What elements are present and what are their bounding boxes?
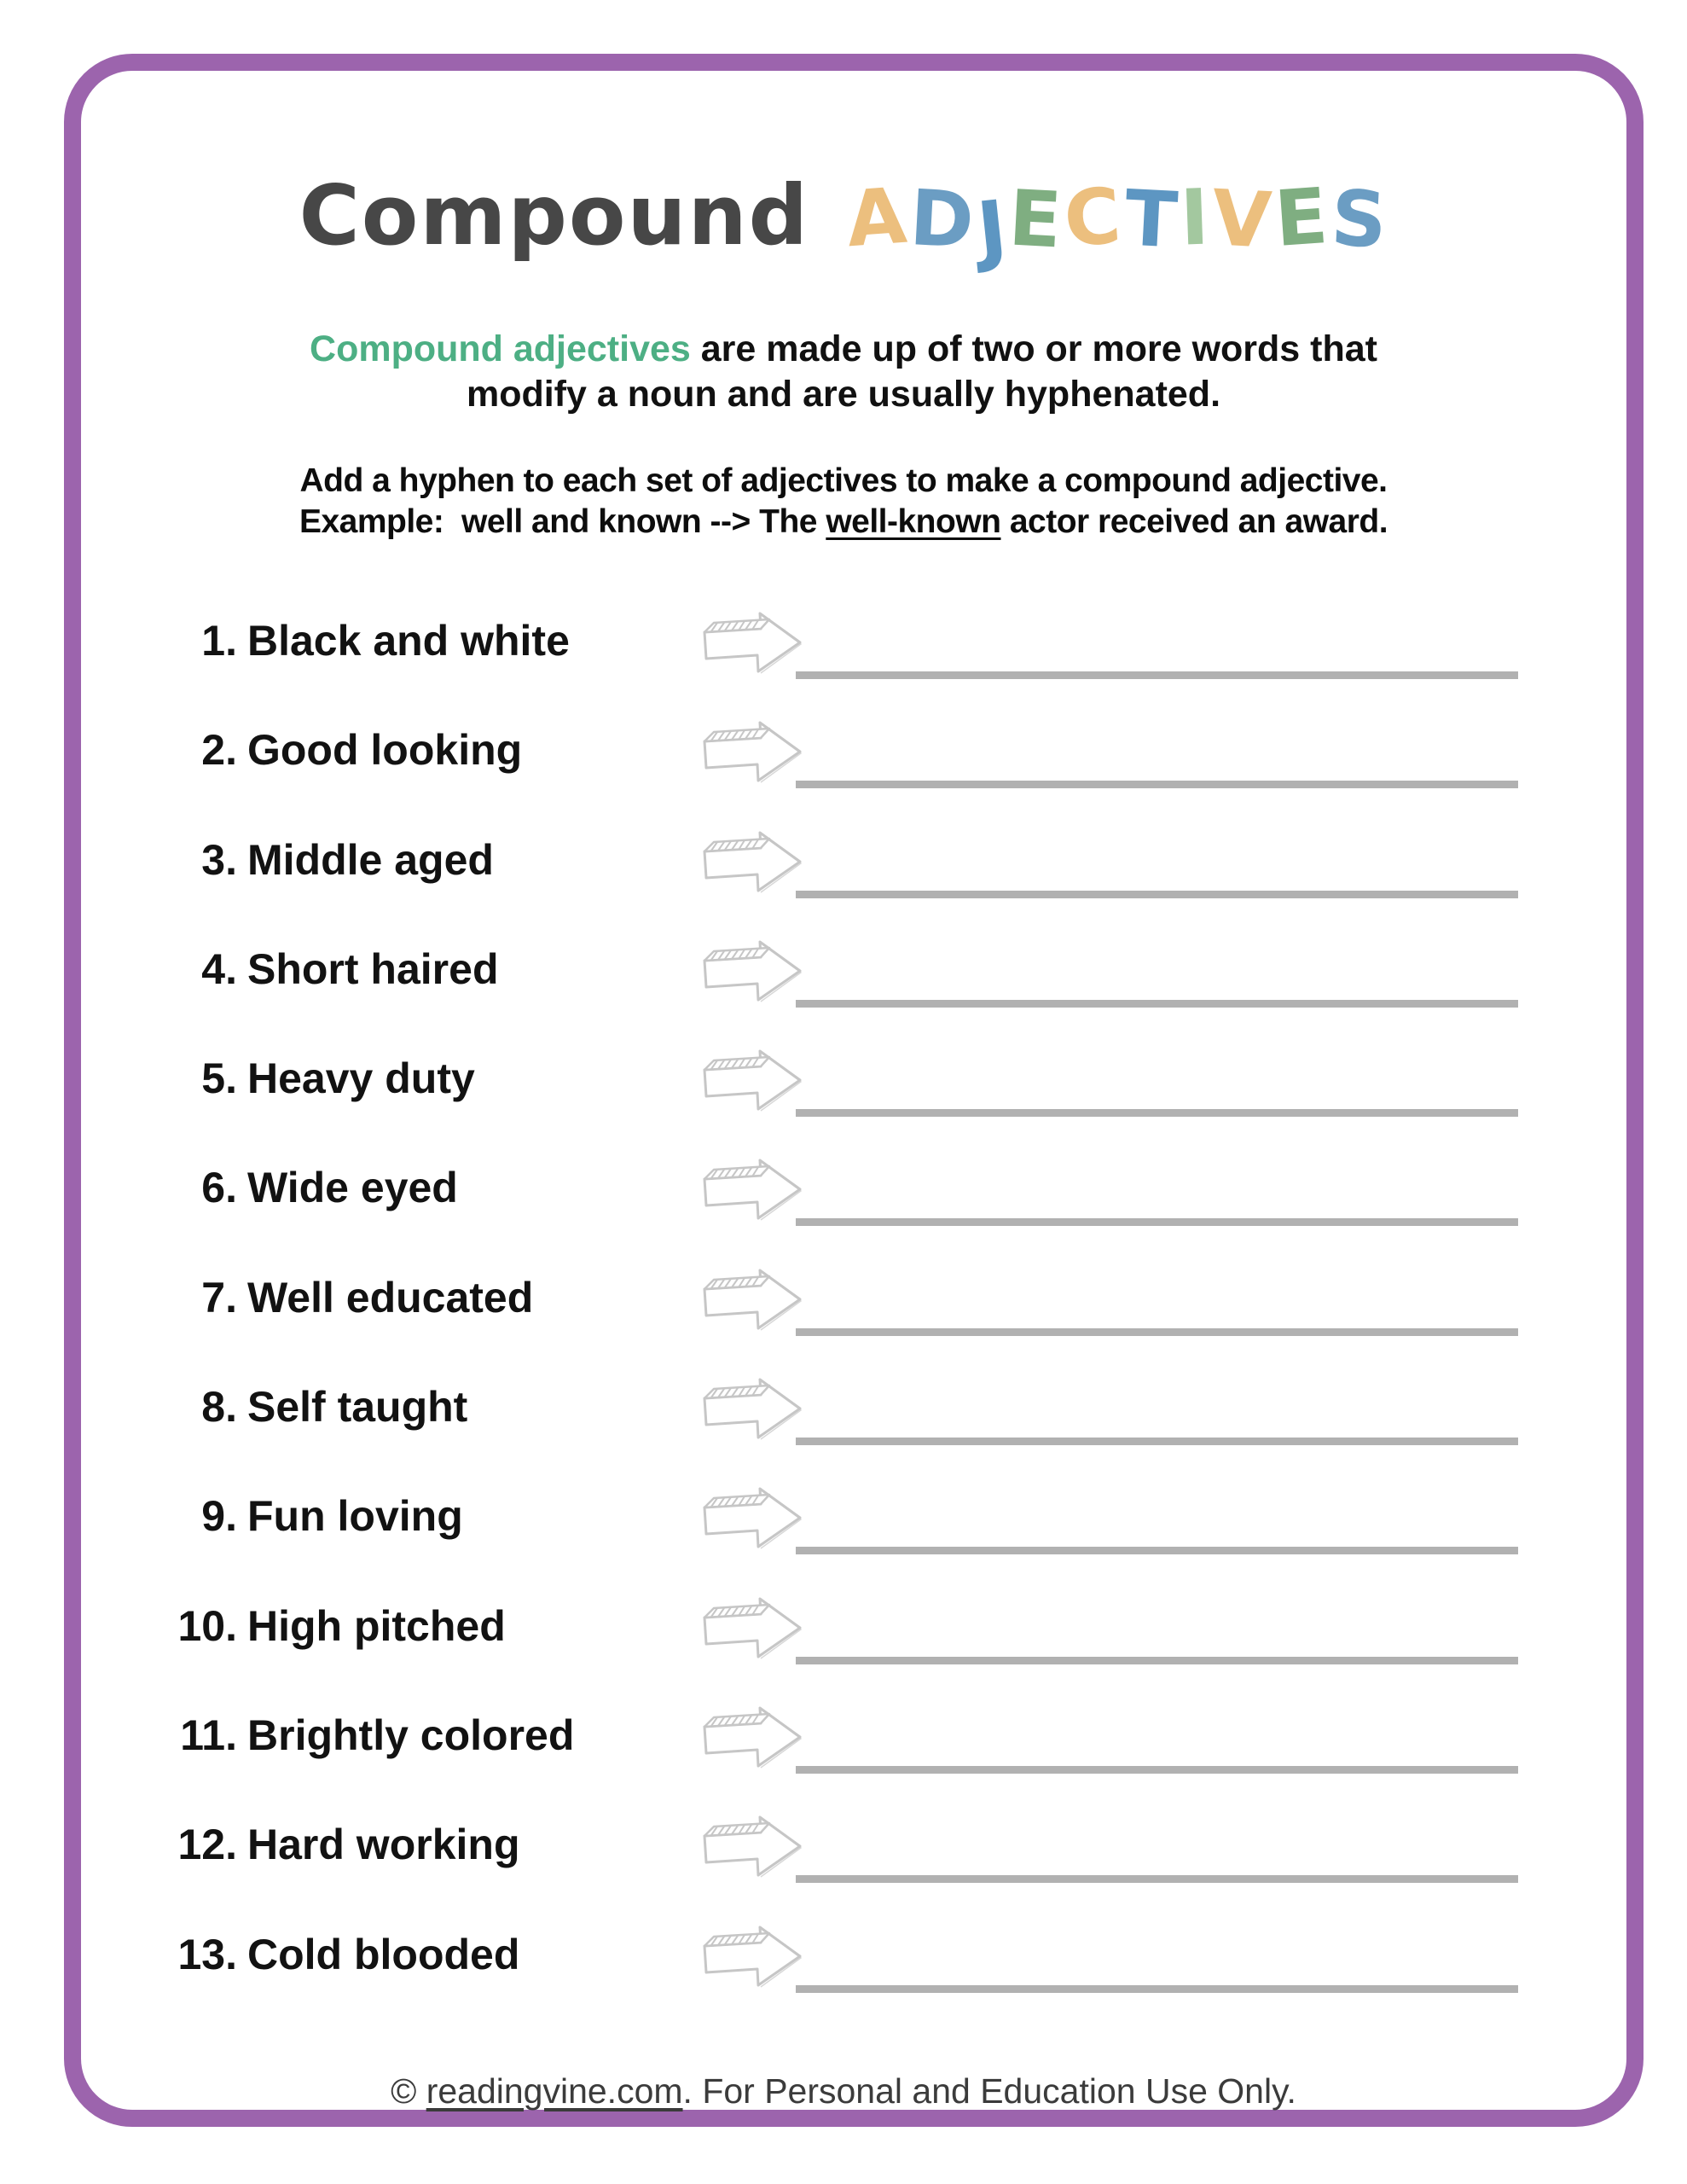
list-item: [0, 1681, 1687, 1790]
item-number: 11.: [180, 1711, 237, 1759]
item-number: 9.: [201, 1492, 237, 1541]
arrow-right-icon: [698, 608, 807, 675]
footer-link[interactable]: readingvine.com: [426, 2071, 683, 2111]
arrow-right-icon: [698, 1374, 807, 1441]
answer-line: [796, 1875, 1518, 1883]
item-label: Self taught: [247, 1383, 468, 1432]
answer-line: [796, 781, 1518, 788]
list-item: [0, 1900, 1687, 2009]
answer-line: [796, 1000, 1518, 1008]
arrow-right-icon: [698, 1703, 807, 1769]
answer-line: [796, 1218, 1518, 1226]
item-number: 7.: [201, 1273, 237, 1321]
item-label: Fun loving: [247, 1492, 463, 1541]
title-letter: A: [844, 171, 910, 265]
instructions: [0, 461, 1687, 543]
arrow-right-icon: [698, 1922, 807, 1989]
list-item: [0, 1133, 1687, 1242]
title-letter: S: [1328, 173, 1389, 266]
item-label: Wide eyed: [247, 1164, 458, 1212]
item-label: Short haired: [247, 944, 499, 993]
intro-line-2: modify a noun and are usually hyphenated.: [466, 374, 1221, 415]
title-letter: E: [1006, 173, 1064, 266]
item-number: 1.: [201, 617, 237, 665]
item-label: Brightly colored: [247, 1711, 575, 1759]
list-item: [0, 1571, 1687, 1681]
example-before: Example: well and known --> The: [299, 503, 826, 540]
item-label: Heavy duty: [247, 1054, 475, 1103]
arrow-right-icon: [698, 1046, 807, 1112]
item-label: Cold blooded: [247, 1930, 520, 1978]
example-after: actor received an award.: [1000, 503, 1388, 540]
intro-line-1-rest: are made up of two or more words that: [690, 328, 1377, 369]
arrow-right-icon: [698, 1484, 807, 1550]
title-letter: E: [1272, 171, 1331, 265]
item-number: 13.: [177, 1930, 237, 1978]
answer-line: [796, 1766, 1518, 1774]
item-label: Well educated: [247, 1273, 534, 1321]
worksheet-title: [0, 167, 1687, 276]
worksheet-list: [0, 586, 1687, 2009]
item-label: Good looking: [247, 726, 523, 775]
item-number: 2.: [201, 726, 237, 775]
item-label: Black and white: [247, 617, 570, 665]
intro-highlight: Compound adjectives: [310, 328, 691, 369]
title-letter: V: [1209, 173, 1274, 266]
footer: [0, 2071, 1687, 2111]
arrow-right-icon: [698, 1155, 807, 1222]
title-word-compound: Compound: [299, 167, 810, 264]
title-letter: T: [1122, 173, 1180, 266]
list-item: [0, 586, 1687, 695]
list-item: [0, 805, 1687, 915]
arrow-right-icon: [698, 937, 807, 1003]
list-item: [0, 1790, 1687, 1899]
list-item: [0, 915, 1687, 1024]
item-number: 8.: [201, 1383, 237, 1432]
instructions-line-1: Add a hyphen to each set of adjectives to make a compound adjective.: [299, 462, 1388, 499]
title-letter: J: [973, 183, 1012, 276]
arrow-right-icon: [698, 717, 807, 784]
arrow-right-icon: [698, 828, 807, 894]
item-number: 6.: [201, 1164, 237, 1212]
title-letter: I: [1179, 172, 1211, 264]
answer-line: [796, 891, 1518, 898]
arrow-right-icon: [698, 1812, 807, 1879]
answer-line: [796, 1547, 1518, 1554]
item-number: 4.: [201, 944, 237, 993]
arrow-right-icon: [698, 1594, 807, 1660]
intro-text: [0, 327, 1687, 417]
item-label: Hard working: [247, 1821, 520, 1869]
answer-line: [796, 1328, 1518, 1336]
instructions-example: [0, 502, 1687, 543]
arrow-right-icon: [698, 1265, 807, 1332]
list-item: [0, 1461, 1687, 1571]
title-letter: D: [907, 173, 977, 266]
item-label: High pitched: [247, 1601, 506, 1650]
list-item: [0, 1024, 1687, 1133]
item-number: 3.: [201, 835, 237, 884]
answer-line: [796, 1109, 1518, 1117]
answer-line: [796, 1438, 1518, 1445]
item-number: 12.: [177, 1821, 237, 1869]
copyright-prefix: ©: [391, 2071, 426, 2111]
example-underlined: well-known: [826, 503, 1001, 540]
title-letter: C: [1061, 171, 1125, 265]
list-item: [0, 1352, 1687, 1461]
item-number: 5.: [201, 1054, 237, 1103]
item-number: 10.: [177, 1601, 237, 1650]
list-item: [0, 695, 1687, 804]
title-word-adjectives: [844, 171, 1389, 276]
answer-line: [796, 1985, 1518, 1993]
intro-line-1: [0, 327, 1687, 372]
list-item: [0, 1243, 1687, 1352]
item-label: Middle aged: [247, 835, 494, 884]
answer-line: [796, 671, 1518, 679]
footer-suffix: . For Personal and Education Use Only.: [682, 2071, 1296, 2111]
answer-line: [796, 1657, 1518, 1664]
